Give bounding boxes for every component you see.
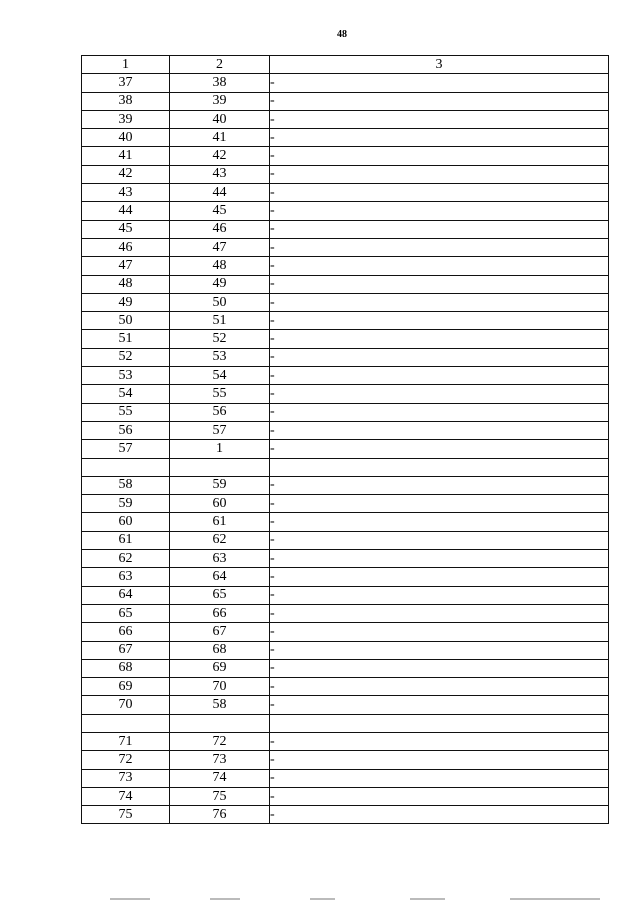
table-cell-col-2: 40 bbox=[170, 110, 270, 128]
table-cell-col-1: 41 bbox=[82, 147, 170, 165]
table-cell-col-1: 46 bbox=[82, 238, 170, 256]
table-cell-col-3: - bbox=[270, 202, 609, 220]
table-cell-col-1: 70 bbox=[82, 696, 170, 714]
table-row bbox=[82, 330, 609, 348]
table-row bbox=[82, 421, 609, 439]
table-cell-col-3: - bbox=[270, 184, 609, 202]
table-cell-col-1: 48 bbox=[82, 275, 170, 293]
table-row bbox=[82, 367, 609, 385]
table-cell-col-1: 64 bbox=[82, 586, 170, 604]
table-cell-col-2: 54 bbox=[170, 367, 270, 385]
page-number: 48 bbox=[337, 29, 347, 40]
table-cell-col-3: - bbox=[270, 129, 609, 147]
table-cell-col-1: 50 bbox=[82, 312, 170, 330]
table-cell-col-1: 66 bbox=[82, 623, 170, 641]
table-cell-col-3: - bbox=[270, 367, 609, 385]
table-row bbox=[82, 641, 609, 659]
table-cell-col-3: - bbox=[270, 696, 609, 714]
table-cell-col-2: 57 bbox=[170, 421, 270, 439]
table-cell-col-1: 59 bbox=[82, 495, 170, 513]
table-cell-col-2: 1 bbox=[170, 440, 270, 458]
data-table bbox=[81, 55, 609, 824]
table-cell-col-3: - bbox=[270, 385, 609, 403]
table-cell-col-2: 38 bbox=[170, 74, 270, 92]
table-row bbox=[82, 732, 609, 750]
table-cell-col-3: - bbox=[270, 659, 609, 677]
table-row bbox=[82, 531, 609, 549]
table-cell-col-2: 43 bbox=[170, 165, 270, 183]
table-cell-col-3: - bbox=[270, 604, 609, 622]
table-cell-col-2: 48 bbox=[170, 257, 270, 275]
table-cell-col-1: 51 bbox=[82, 330, 170, 348]
table-cell-col-3: - bbox=[270, 74, 609, 92]
table-cell-col-2: 39 bbox=[170, 92, 270, 110]
table-cell-col-1: 63 bbox=[82, 568, 170, 586]
table-cell-col-1: 38 bbox=[82, 92, 170, 110]
table-cell-col-1: 68 bbox=[82, 659, 170, 677]
table-cell-col-3: - bbox=[270, 220, 609, 238]
table-cell-col-2: 61 bbox=[170, 513, 270, 531]
table-cell-col-3: - bbox=[270, 568, 609, 586]
table-row bbox=[82, 440, 609, 458]
table-cell-col-2: 76 bbox=[170, 806, 270, 824]
table-cell-col-3: - bbox=[270, 476, 609, 494]
table-row bbox=[82, 806, 609, 824]
table-row bbox=[82, 110, 609, 128]
table-cell-col-1: 55 bbox=[82, 403, 170, 421]
table-cell-col-2: 64 bbox=[170, 568, 270, 586]
table-cell-col-2: 60 bbox=[170, 495, 270, 513]
table-row bbox=[82, 568, 609, 586]
table-row bbox=[82, 165, 609, 183]
table-cell-col-3: - bbox=[270, 165, 609, 183]
table-cell-col-1: 45 bbox=[82, 220, 170, 238]
table-cell-col-1: 47 bbox=[82, 257, 170, 275]
table-cell-col-1: 37 bbox=[82, 74, 170, 92]
table-row bbox=[82, 787, 609, 805]
table-cell-col-3: - bbox=[270, 513, 609, 531]
table-cell-col-2: 45 bbox=[170, 202, 270, 220]
table-cell-col-2: 63 bbox=[170, 550, 270, 568]
table-cell-col-2: 46 bbox=[170, 220, 270, 238]
table-cell-col-3: - bbox=[270, 678, 609, 696]
table-cell-col-1: 39 bbox=[82, 110, 170, 128]
table-cell-col-3: - bbox=[270, 806, 609, 824]
table-body bbox=[82, 56, 609, 824]
table-cell-col-2: 73 bbox=[170, 751, 270, 769]
table-cell-col-1: 73 bbox=[82, 769, 170, 787]
table-row bbox=[82, 257, 609, 275]
table-cell-col-1 bbox=[82, 714, 170, 732]
table-cell-col-1: 53 bbox=[82, 367, 170, 385]
table-cell-col-3: - bbox=[270, 92, 609, 110]
table-cell-col-3: - bbox=[270, 531, 609, 549]
table-cell-col-3: - bbox=[270, 440, 609, 458]
table-cell-col-1: 74 bbox=[82, 787, 170, 805]
table-row bbox=[82, 659, 609, 677]
table-cell-col-2: 75 bbox=[170, 787, 270, 805]
table-cell-col-1: 71 bbox=[82, 732, 170, 750]
table-cell-col-3: - bbox=[270, 751, 609, 769]
table-cell-col-1: 58 bbox=[82, 476, 170, 494]
table-cell-col-1: 61 bbox=[82, 531, 170, 549]
scan-artifacts bbox=[110, 898, 610, 902]
table-cell-col-2: 62 bbox=[170, 531, 270, 549]
table-row bbox=[82, 513, 609, 531]
table-cell-col-3: - bbox=[270, 403, 609, 421]
table-cell-col-1: 42 bbox=[82, 165, 170, 183]
table-row bbox=[82, 238, 609, 256]
table-row bbox=[82, 184, 609, 202]
table-cell-col-1: 69 bbox=[82, 678, 170, 696]
table-row bbox=[82, 476, 609, 494]
table-cell-col-2: 47 bbox=[170, 238, 270, 256]
table-cell-col-2: 49 bbox=[170, 275, 270, 293]
table-cell-col-2: 74 bbox=[170, 769, 270, 787]
table-row bbox=[82, 769, 609, 787]
table-row bbox=[82, 586, 609, 604]
table-row bbox=[82, 458, 609, 476]
table-cell-col-1: 72 bbox=[82, 751, 170, 769]
table-cell-col-2: 72 bbox=[170, 732, 270, 750]
table-cell-col-1: 43 bbox=[82, 184, 170, 202]
table-row bbox=[82, 202, 609, 220]
table-cell-col-1: 44 bbox=[82, 202, 170, 220]
table-cell-col-2: 59 bbox=[170, 476, 270, 494]
table-row bbox=[82, 312, 609, 330]
table-cell-col-2: 42 bbox=[170, 147, 270, 165]
table-cell-col-3: - bbox=[270, 641, 609, 659]
table-row bbox=[82, 92, 609, 110]
table-row bbox=[82, 495, 609, 513]
table-cell-col-3: - bbox=[270, 330, 609, 348]
table-row bbox=[82, 74, 609, 92]
table-cell-col-3: - bbox=[270, 586, 609, 604]
table-cell-col-3: - bbox=[270, 257, 609, 275]
table-cell-col-3: - bbox=[270, 495, 609, 513]
table-cell-col-2: 56 bbox=[170, 403, 270, 421]
table-row bbox=[82, 403, 609, 421]
table-row bbox=[82, 550, 609, 568]
table-cell-col-3: - bbox=[270, 732, 609, 750]
table-cell-col-2: 66 bbox=[170, 604, 270, 622]
table-cell-col-2: 68 bbox=[170, 641, 270, 659]
table-cell-col-1: 57 bbox=[82, 440, 170, 458]
table-cell-col-3: - bbox=[270, 550, 609, 568]
table-row bbox=[82, 678, 609, 696]
table-cell-col-1: 62 bbox=[82, 550, 170, 568]
column-header-3: 3 bbox=[270, 56, 609, 74]
table-cell-col-2: 65 bbox=[170, 586, 270, 604]
table-cell-col-1: 56 bbox=[82, 421, 170, 439]
table-cell-col-2: 52 bbox=[170, 330, 270, 348]
table-row bbox=[82, 348, 609, 366]
table-cell-col-2: 70 bbox=[170, 678, 270, 696]
table-cell-col-1: 75 bbox=[82, 806, 170, 824]
table-cell-col-1: 49 bbox=[82, 293, 170, 311]
table-header-row bbox=[82, 56, 609, 74]
table-row bbox=[82, 696, 609, 714]
table-row bbox=[82, 220, 609, 238]
table-cell-col-3 bbox=[270, 714, 609, 732]
table-cell-col-2: 51 bbox=[170, 312, 270, 330]
table-cell-col-2 bbox=[170, 714, 270, 732]
table-cell-col-2: 50 bbox=[170, 293, 270, 311]
table-row bbox=[82, 385, 609, 403]
table-cell-col-1: 40 bbox=[82, 129, 170, 147]
table-cell-col-3: - bbox=[270, 312, 609, 330]
column-header-2: 2 bbox=[170, 56, 270, 74]
table-row bbox=[82, 714, 609, 732]
table-row bbox=[82, 604, 609, 622]
table-cell-col-2 bbox=[170, 458, 270, 476]
table-row bbox=[82, 275, 609, 293]
table-cell-col-1: 60 bbox=[82, 513, 170, 531]
table-cell-col-1: 67 bbox=[82, 641, 170, 659]
table-cell-col-3: - bbox=[270, 293, 609, 311]
table-cell-col-3: - bbox=[270, 110, 609, 128]
table-cell-col-2: 67 bbox=[170, 623, 270, 641]
table-cell-col-1: 54 bbox=[82, 385, 170, 403]
table-cell-col-2: 69 bbox=[170, 659, 270, 677]
table-cell-col-3: - bbox=[270, 421, 609, 439]
table-cell-col-3: - bbox=[270, 787, 609, 805]
table-row bbox=[82, 293, 609, 311]
table-cell-col-3: - bbox=[270, 238, 609, 256]
table-cell-col-1: 52 bbox=[82, 348, 170, 366]
table-cell-col-3: - bbox=[270, 769, 609, 787]
table-cell-col-1 bbox=[82, 458, 170, 476]
table-row bbox=[82, 129, 609, 147]
table-cell-col-2: 44 bbox=[170, 184, 270, 202]
table-cell-col-3: - bbox=[270, 147, 609, 165]
table-cell-col-3: - bbox=[270, 348, 609, 366]
table-cell-col-2: 55 bbox=[170, 385, 270, 403]
column-header-1: 1 bbox=[82, 56, 170, 74]
table-row bbox=[82, 147, 609, 165]
table-cell-col-3 bbox=[270, 458, 609, 476]
table-cell-col-2: 41 bbox=[170, 129, 270, 147]
table-cell-col-3: - bbox=[270, 275, 609, 293]
table-cell-col-2: 58 bbox=[170, 696, 270, 714]
table-cell-col-3: - bbox=[270, 623, 609, 641]
table-cell-col-2: 53 bbox=[170, 348, 270, 366]
table-row bbox=[82, 751, 609, 769]
table-row bbox=[82, 623, 609, 641]
table-cell-col-1: 65 bbox=[82, 604, 170, 622]
